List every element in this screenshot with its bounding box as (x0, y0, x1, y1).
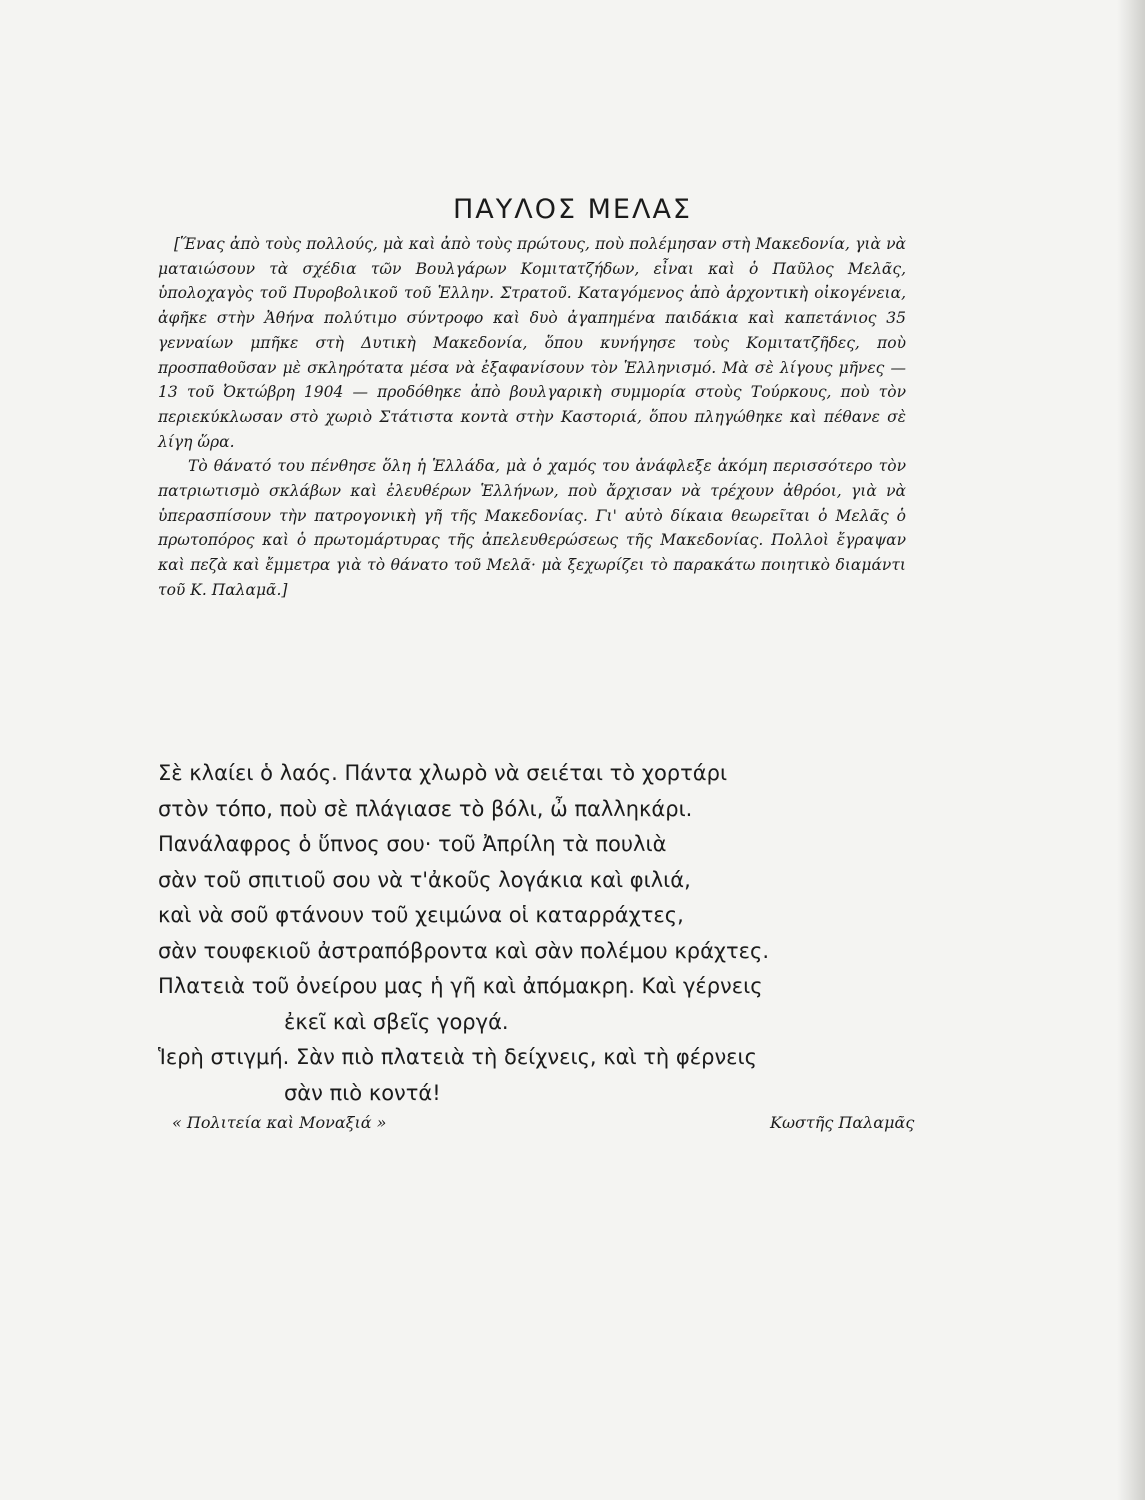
poem-line: σὰν πιὸ κοντά! (284, 1080, 441, 1105)
poem-source: « Πολιτεία καὶ Μοναξιά » (172, 1113, 387, 1132)
poem-line: Ἱερὴ στιγμή. Σὰν πιὸ πλατειὰ τὴ δείχνεις, καὶ τὴ φέρνεις (158, 1045, 757, 1069)
poem-author: Κωστῆς Παλαμᾶς (770, 1113, 915, 1132)
intro-paragraph-1: [Ἕνας ἀπὸ τοὺς πολλούς, μὰ καὶ ἀπὸ τοὺς πρώτους, ποὺ πολέμησαν στὴ Μακεδονία, γιὰ νὰ ματαιώσουν τὰ σχέδια τῶν Βουλγάρων Κομιτατζήδων, εἶναι καὶ ὁ Παῦλος Μελᾶς, ὑπολοχαγὸς τοῦ Πυροβολικοῦ τοῦ Ἑλλην. Στρατοῦ. Καταγόμενος ἀπὸ ἀρχοντικὴ οἰκογένεια, ἀφῆκε στὴν Ἀθήνα πολύτιμο σύντροφο καὶ δυὸ ἀγαπημένα παιδάκια καὶ καπετάνιος 35 γενναίων μπῆκε στὴ Δυτικὴ Μακεδονία, ὅπου κυνήγησε τοὺς Κομιτατζῆδες, ποὺ προσπαθοῦσαν μὲ σκληρότατα μέσα νὰ ἐξαφανίσουν τὸν Ἑλληνισμό. Μὰ σὲ λίγους μῆνες — 13 τοῦ Ὀκτώβρη 1904 — προδόθηκε ἀπὸ βουλγαρικὴ συμμορία στοὺς Τούρκους, ποὺ τὸν περιεκύκλωσαν στὸ χωριὸ Στάτιστα κοντὰ στὴν Καστοριά, ὅπου πληγώθηκε καὶ πέθανε σὲ λίγη ὥρα. (158, 235, 906, 451)
poem-line: καὶ νὰ σοῦ φτάνουν τοῦ χειμώνα οἱ καταρράχτες, (158, 903, 684, 927)
poem-line: σὰν τουφεκιοῦ ἀστραπόβροντα καὶ σὰν πολέμου κράχτες. (158, 938, 770, 963)
intro-text (158, 232, 906, 603)
poem-line: Πλατειὰ τοῦ ὀνείρου μας ἡ γῆ καὶ ἀπόμακρη. Καὶ γέρνεις (158, 974, 763, 998)
poem-line: ἐκεῖ καὶ σβεῖς γοργά. (284, 1009, 509, 1034)
poem (158, 756, 918, 1111)
poem-line: Σὲ κλαίει ὁ λαός. Πάντα χλωρὸ νὰ σειέται τὸ χορτάρι (158, 761, 728, 785)
intro-paragraph-2: Τὸ θάνατό του πένθησε ὅλη ἡ Ἑλλάδα, μὰ ὁ χαμός του ἀνάφλεξε ἀκόμη περισσότερο τὸν πατριωτισμὸ σκλάβων καὶ ἐλευθέρων Ἑλλήνων, ποὺ ἄρχισαν νὰ τρέχουν ἀθρόοι, γιὰ νὰ ὑπερασπίσουν τὴν πατρογονικὴ γῆ τῆς Μακεδονίας. Γι' αὐτὸ δίκαια θεωρεῖται ὁ Μελᾶς ὁ πρωτοπόρος καὶ ὁ πρωτομάρτυρας τῆς ἀπελευθερώσεως τῆς Μακεδονίας. Πολλοὶ ἔγραψαν καὶ πεζὰ καὶ ἔμμετρα γιὰ τὸ θάνατο τοῦ Μελᾶ· μὰ ξεχωρίζει τὸ παρακάτω ποιητικὸ διαμάντι τοῦ Κ. Παλαμᾶ.] (158, 457, 906, 599)
poem-line: σὰν τοῦ σπιτιοῦ σου νὰ τ'ἀκοῦς λογάκια καὶ φιλιά, (158, 867, 691, 892)
poem-line: στὸν τόπο, ποὺ σὲ πλάγιασε τὸ βόλι, ὦ παλληκάρι. (158, 796, 693, 821)
page-title: ΠΑΥΛΟΣ ΜΕΛΑΣ (453, 194, 692, 226)
poem-line: Πανάλαφρος ὁ ὕπνος σου· τοῦ Ἀπρίλη τὰ πουλιὰ (158, 832, 667, 856)
